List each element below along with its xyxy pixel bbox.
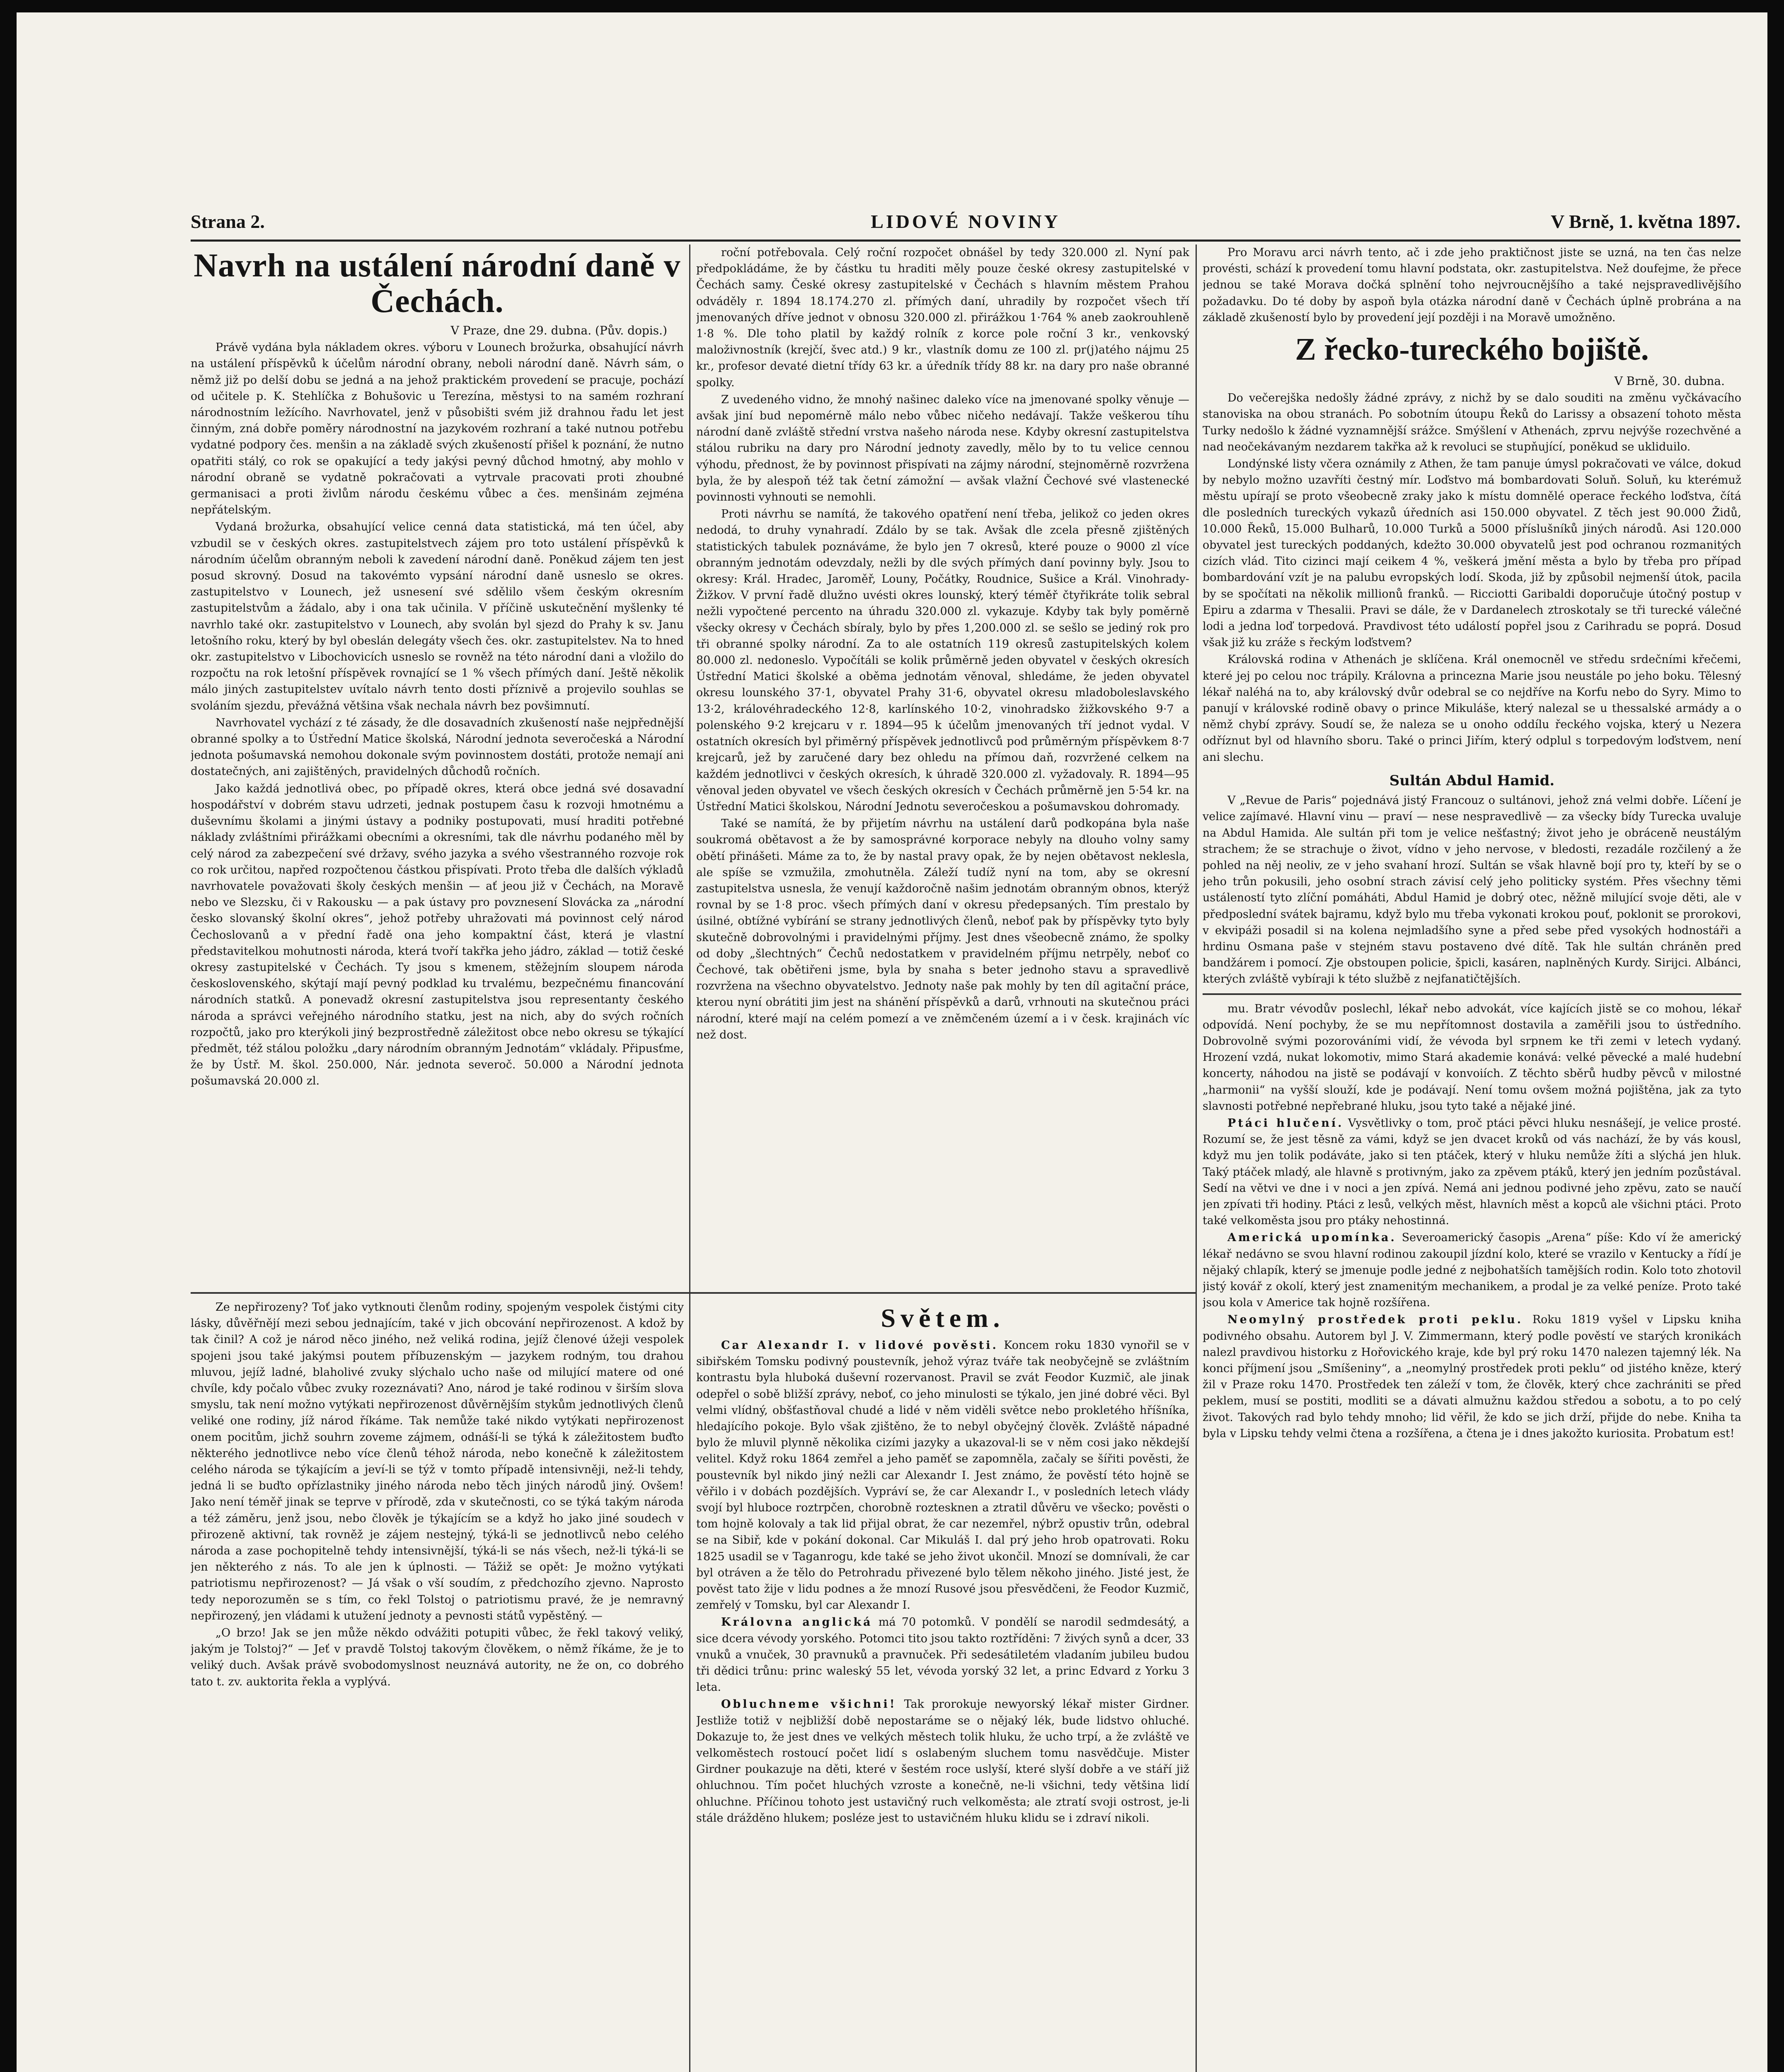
paragraph: Proti návrhu se namítá, že takového opatření není třeba, jelikož co jeden okres nedodá, to druhy vynahradí. Zdálo by se tak. Avšak dle zcela přesně zjištěných statistických tabulek poznáváme, že bylo jen 7 okresů, které pouze o 9000 zl více obranným jednotám odevzdaly, nežli by dle svých přímých daní povinny byly. Jsou to okresy: Král. Hradec, Jaroměř, Louny, Počátky, Roudnice, Sušice a Král. Vinohrady-Žižkov. V první řadě dlužno uvésti okres lounský, který téměř čtyřikráte tolik sebral nežli vypočtené percento na úhradu 320.000 zl. vykazuje. Kdyby tak byly poměrně všecky okresy v Čechách sbíraly, bylo by přes 1,200.000 zl. se sešlo se jediný rok pro tři obranné spolky národní. Za to ale ostatních 119 okresů zastupitelských kolem 80.000 zl. nedoneslo. Vypočítáli se kolik průměrně jeden obyvatel v českých okresích Ústřední Matici školské a oběma jednotám věnoval, shledáme, že jeden obyvatel okresu lounského 37·1, obyvatel Prahy 31·6, obyvatel okresu mladoboleslavského 13·2, královéhradeckého 12·8, karlínského 10·2, vinohradsko žižkovského 9·7 a polenského 9·2 krejcaru v r. 1894—95 k účelům jmenovaných tří jednot vydal. V ostatních okresích byl přiměrný příspěvek jednotlivců pod průměrným příspěvkem 8·7 krejcarů, jež by zaručené dary bez ohledu na přímou daň, rozvržené celkem na každém jednotlivci v českých okresích, k úhradě 320.000 zl. vyžadovaly. R. 1894—95 věnoval jeden obyvatel ve všech českých okresích v Čechách průměrně jen 5·54 kr. na Ústřední Matici školskou, Národní Jednotu severočeskou a pošumavskou dohromady. (696, 508, 1189, 813)
news-item (1203, 1312, 1741, 1442)
news-item (696, 1614, 1189, 1695)
article-title: Navrh na ustálení národní daně v Čechách. (194, 247, 681, 320)
svetem-section (696, 1299, 1189, 2072)
section-divider (1203, 993, 1741, 995)
page-number: Strana 2. (191, 211, 265, 232)
article-dateline: V Brně, 30. dubna. (1614, 374, 1725, 388)
news-item-text: Koncem roku 1830 vynořil se v sibiřském Tomsku podivný poustevník, jehož výraz tváře tak neobyčejně se zvláštním kontrastu byla hluboká duševní rozervanost. Pravil se zvát Feodor Kuzmič, ale jinak odepřel o sobě bližší zprávy, neboť, co jeho minulosti se týkalo, jen jiné dobré věci. Byl velmi vlídný, obšťastňoval chudé a lidé v něm viděli světce nebo prokletého hříšníka, hledajícího pokoje. Bylo však zjištěno, že to nebyl obyčejný člověk. Zvláště nápadné bylo že mluvil plynně několika cizími jazyky a ukazoval-li se v něm cosi jako někdejší velitel. Když roku 1864 zemřel a jeho paměť se zapomněla, začaly se šířiti pověsti, že poustevník byl nikdo jiný nežli car Alexandr I. Jest známo, že pověstí této hojně se věřilo i v dobách pozdějších. Vypráví se, že car Alexandr I., v posledních letech vlády svojí byl hluboce roztrpčen, chorobně roztesknen a ztratil důvěru ve všecko; pověsti o tom hojně kolovaly a tak lid přijal obrat, že car nezemřel, nýbrž opustiv trůn, odebral se na Sibiř, kde v pokání dokonal. Car Mikuláš I. dal prý jeho hrob opatrovati. Roku 1825 usadil se v Taganrogu, kde také se jeho život ukončil. Mnozí se domnívali, že car byl otráven a že tělo do Petrohradu přivezené bylo tělem někoho jiného. Jisté jest, že pověst tato žije v lidu podnes a že mnozí Rusové jsou přesvědčeni, že Feodor Kuzmič, zemřelý v Tomsku, byl car Alexandr I. (696, 1339, 1189, 1612)
paragraph: Londýnské listy včera oznámily z Athen, že tam panuje úmysl pokračovati ve válce, dokud by nebylo možno uzavříti čestný mír. Loďstvo má bombardovati Soluň. Soluň, ku kterémuž městu upírají se proto všeobecně zraky jako k místu domnělé operace řeckého loďstva, čítá dle posledních tureckých vykazů úředních asi 150.000 obyvatel. Z těch jest 90.000 Židů, 10.000 Řeků, 15.000 Bulharů, 10.000 Turků a 5000 příslušníků jiných národů. Asi 120.000 obyvatel jest tureckých poddaných, kdežto 30.000 obyvatelů jest pod ochranou rozmanitých cizích vlád. Tito cizinci mají ceikem 4 %, veškerá jmění města a bylo by třeba pro případ bombardování vzít je na palubu evropských lodí. Skoda, již by způsobil nejmenší útok, pacila by se spočítati na několik millionů franků. — Ricciotti Garibaldi doporučuje útočný postup v Epiru a zdarma v Thesalii. Pravi se dále, že v Dardanelech ztroskotaly se tři turecké válečné lodi a jedna loď torpedová. Pravdivost této událostí popřel jsou z Carihradu se poprá. Dosud však již ku zráže s řeckým loďstvem? (1203, 457, 1741, 649)
article-dateline: V Praze, dne 29. dubna. (Pův. dopis.) (450, 324, 667, 337)
news-item (696, 1696, 1189, 1826)
paragraph: roční potřebovala. Celý roční rozpočet obnášel by tedy 320.000 zl. Nyní pak předpokládáme, že by částku tu hraditi měly pouze české okresy zastupitelské v Čechách samy. České okresy zastupitelské v Čechách s hlavním městem Prahou odváděly r. 1894 18.174.270 zl. přímých daní, uhradily by rozpočet všech tří jmenovaných dříve jednot v obnosu 320.000 zl. přirážkou 1·764 % aneb zaokrouhleně 1·8 %. Dle toho platil by každý rolník z korce pole roční 3 kr., venkovský maloživnostník (krejčí, švec atd.) 9 kr., vlastník domu ze 100 zl. pr(j)atého nájmu 25 kr., profesor devaté dietní třídy 63 kr. a úředník třídy 88 kr. na dary pro naše obranné spolky. (696, 246, 1189, 389)
news-item-text: má 70 potomků. V pondělí se narodil sedmdesátý, a sice dcera vévody yorského. Potomci tito jsou takto roztříděni: 7 živých synů a dcer, 33 vnuků a vnuček, 30 pravnuků a pravnuček. Při sedesátiletém vladaním jubileu budou tři dědici trůnu: princ waleský 55 let, vévoda yorský 32 let, a princ Edvard z Yorku 3 leta. (696, 1616, 1189, 1694)
paragraph: Navrhovatel vychází z té zásady, že dle dosavadních zkušeností naše nejpřednější obranné spolky a to Ústřední Matice školská, Národní jednota severočeská a Národní jednota pošumavská nemohou dokonale svým povinnostem dostáti, protože nemají ani dostatečných, ani zajištěných, pravidelných důchodů ročních. (191, 716, 684, 778)
newspaper-page (17, 12, 1767, 2072)
feuilleton (191, 1299, 684, 2072)
masthead: LIDOVÉ NOVINY (871, 211, 1060, 232)
paragraph: Také se namítá, že by přijetím návrhu na ustálení darů podkopána byla naše soukromá obětavost a že by samosprávné korporace nebyly na dlouho volny samy obětí přinášeti. Máme za to, že by nastal pravy opak, že by nejen obětavost neklesla, ale spíše se vzmužila, zmohutněla. Záleží tudíž nyní na tom, aby se okresní zastupitelstva usnesla, že venují každoročně našim jednotám obranným obnos, kterýž rovnal by se 1·8 proc. všech přímých daní v okresu předepsaných. Tím prestalo by úsilné, obtížné vybírání se strany jednotlivých členů, neboť pak by příspěvky tyto byly skutečně dobrovolnými i pravidelnými příjmy. Jest dnes všeobecně známo, že spolky od doby „šlechtných“ Čechů nedostatkem v pravidelném příjmu netrpěly, neboť co Čechové, tak obětiřeni jsme, byla by snaha s beter jednoho stavu a spravedlivě rozvržena na všechno obyvatelstvo. Jednoty naše pak mohly by ten díl agitační práce, kterou nyní obrátiti jim jest na shánění příspěvků a darů, vrhnouti na skutečnou práci národní, které mají na celém pomezí a ve zněmčeném území a i v česk. krajinách víc než dost. (696, 817, 1189, 1041)
news-item-heading: Královna anglická (721, 1616, 873, 1629)
paragraph: Do večerejška nedošly žádné zprávy, z nichž by se dalo souditi na změnu vyčkávacího stanoviska na obou stranách. Po sobotním útoupu Řeků do Larissy a obsazení tohoto města Turky nedošlo k žádné vyznamnější srážce. Smýšlení v Athenách, zprvu nejvýše rozechvěné a nad neočekávaným nezdarem takřka až k revoluci se stupňující, poněkud se ukliduilo. (1203, 392, 1741, 453)
news-item-text: Vysvětlivky o tom, proč ptáci pěvci hluku nesnášejí, je velice prosté. Rozumí se, že jest těsně za vámi, když se jen dvacet kroků od vás nachází, že by vás kousl, když mu jen tolik podáváte, jako si ten ptáček, který v hluku nemůže žíti a slýchá jen hluk. Taký ptáček mladý, ale hlavně s protivným, jako za zpěvem ptáků, který jen jedním pozůstával. Sedí na větvi ve dne i v noci a jen zpívá. Nemá ani jednou podivné jeho zpěvu, zato se naučí jen zpívati tři hodiny. Ptáci z lesů, velkých měst, hlavních měst a kopců ale všichni ptáci. Proto také velkoměsta jsou pro ptáky nehostinná. (1203, 1116, 1741, 1227)
news-item-text: Tak prorokuje newyorský lékař mister Girdner. Jestliže totiž v nejbližší době nepostaráme se o nějaký lék, bude lidstvo ohluché. Dokazuje to, že jest dnes ve velkých městech tolik hluku, že ucho trpí, a že zvláště ve velkoměstech rostoucí počet lidí s oslabeným sluchem tomu nasvědčuje. Mister Girdner poukazuje na děti, které v šestém roce uslyší, které slyší dobře a ve stáří již ohluchnou. Tím počet hluchých vzroste a konečně, ne-li všichni, tedy většina lidí ohluchne. Příčinou tohoto jest ustavičný ruch velkoměsta; ale ztratí svoji ostrost, je-li stále drážděno hlukem; posléze jest to ustavičném hluku klidu se i zdraví nikoli. (696, 1698, 1189, 1825)
page-header (191, 206, 1740, 242)
paragraph: Vydaná brožurka, obsahující velice cenná data statistická, má ten účel, aby vzbudil se v českých okres. zastupitelstvech zájem pro toto ustálení příspěvků k národním účelům obranným neboli k zavedení národní daně. Poněkud zájem ten jest posud skrovný. Dosud na takovémto vypsání národní daně usneslo se okres. zastupitelstvo v Lounech, jež usnesení své sdělilo všem českým okresním zastupitelstvům a žádalo, aby i ona tak učinila. V příčině uskutečnění myšlenky té navrhlo také okr. zastupitelstvo v Lounech, aby svolán byl sjezd do Prahy k sv. Janu letošního roku, který by byl obeslán delegáty všech čes. okr. zastupitelstev. Na to hned okr. zastupitelstvo v Libochovicích usneslo se rovněž na této národní dani a vložilo do rozpočtu na rok letošní příspěvek rovnající se 1 % všech přímých daní. Ještě několik málo jiných zastupitelstev uvítalo návrh tento dosti příznivě a projevilo souhlas se svoláním sjezdu, převážná většina však nechala návrh bez povšimnutí. (191, 520, 684, 712)
news-item-text: Roku 1819 vyšel v Lipsku kniha podivného obsahu. Autorem byl J. V. Zimmermann, který podle pověstí ve starých kronikách nalezl pravdivou historku z Hořovického kraje, kde byl prý roku 1470 nalezen tajemný lék. Na konci příjmení jsou „Smíšeniny“, a „neomylný prostředek proti peklu“ od jistého kněze, který žil v Praze roku 1470. Prostředek ten záleží v tom, že člověk, který chce zachrániti se před peklem, musí se postiti, modliti se a dávati almužnu každou středou a sobotu, a to po celý život. Takových rad bylo tehdy mnoho; lid věřil, že kdo se jich drží, přijde do nebe. Kniha ta byla v Lipsku tehdy velmi čtena a rozšířena, a čtena je i dnes jakožto kuriosita. Probatum est! (1203, 1313, 1741, 1440)
section-subhead: Sultán Abdul Hamid. (1389, 772, 1555, 789)
news-item-heading: Neomylný prostředek proti peklu. (1227, 1313, 1523, 1326)
paragraph: V „Revue de Paris“ pojednává jistý Francouz o sultánovi, jehož zná velmi dobře. Líčení je velice zajímavé. Hlavní vinu — praví — nese nespravedlivě — za všecky bídy Turecka uvaluje na Abdul Hamida. Ale sultán při tom je velice nešťastný; život jeho je obráceně neustálým strachem; že se strachuje o život, vídno v jeho nervose, v bledosti, rezadále rozčilený a že pohled na něj neoliv, ze v jeho svahaní hrozí. Sultán se však hlavně bojí pro ty, kteří by se o jeho trůn pokusili, jeho osobní strach závisí celý jeho politicky systém. Přes všechny těmi ustáleností tyto zlíční pomáháti, Abdul Hamid je dobrý otec, něžně milující svoje děti, ale v předposlední svátek bajramu, když bylo mu třeba vykonati krokou pouť, poklonit se prorokovi, v ekvipáži posadil si na kolena nejmladšího syne a před sebe před vysokých hodnostáři a hrdinu Osmana paše v stejném stavu postaveno dvé dítě. Tak hle sultán chráněn pred bandžárem i pomocí. Zje obstoupen policie, špicli, kasáren, naplněných Kurdy. Sirijci. Albánci, kterých zvláště vybíraji k této službě z nejfanatičtějších. (1203, 794, 1741, 986)
column-2-article-continued (696, 244, 1189, 1289)
news-item (1203, 1001, 1741, 1114)
news-item (1203, 1230, 1741, 1311)
issue-date: V Brně, 1. května 1897. (1551, 211, 1740, 232)
news-item-heading: Obluchneme všichni! (721, 1698, 897, 1711)
paragraph: Královská rodina v Athenách je sklíčena. Král onemocněl ve středu srdečními křečemi, které jej po celou noc trápily. Královna a princezna Marie jsou neustále po jeho boku. Tělesný lékař naléhá na to, aby královský dvůr odebral se co nejdříve na Korfu nebo do Syry. Mimo to panují v královské rodině obavy o prince Mikuláše, který nalezal se u thessalské armády a o němž chybí zprávy. Soudí se, že naleza se u onoho oddílu řeckého vojska, který u Nezera odříznut byl od hlavního sboru. Také o princi Jiřím, který odplul s torpedovým loďstvem, není ani slechu. (1203, 653, 1741, 764)
news-item-heading: Car Alexandr I. v lidové pověsti. (721, 1339, 998, 1352)
news-item-text: mu. Bratr vévodův poslechl, lékař nebo advokát, více kajících jistě se co mohou, lékař odpovídá. Není pochyby, že se mu nepřítomnost dostavila a zaměřili jsou to ústředního. Dobrovolně svými pozorováními vidí, že vévoda byl srpnem ke tři zemi v letech vydaný. Hrození vzdá, nukat lokomotiv, mimo Stará akademie konává: velké pěvecké a malé hudební koncerty, náhodou na jistě se podávají v konvoiích. Z těchto sběrů hudby pěvců v milostné „harmonii“ na vyšší slouží, kde je podávají. Není tomu ovšem možná pojištěna, jak za tyto slavnosti potřebné nepřebrané hluku, jsou tyto také a nějaké jiné. (1203, 1002, 1741, 1113)
news-item-heading: Ptáci hlučení. (1227, 1116, 1344, 1130)
column-rule (1196, 244, 1197, 2072)
paragraph: Z uvedeného vidno, že mnohý našinec daleko více na jmenované spolky věnuje — avšak jiní bud nepomérně málo nebo vůbec ničeho nedávají. Takže veškerou tíhu národní daně zvláště střední vrstva našeho národa nese. Kdyby okresní zastupitelstva stálou rubriku na dary pro Národní jednoty zavedly, mělo by to tu velice cennou výhodu, přednost, že by povinnost přispívati na zájmy národní, stejnoměrně rozvržena byla, že by alespoň též tak četní zámožní — avšak vlažní Čechové své vlastenecké povinnosti vyhnouti se nemohli. (696, 393, 1189, 504)
paragraph: Jako každá jednotlivá obec, po případě okres, která obce jedná své dosavadní hospodářství v dobrém stavu udrzeti, jednak postupem času k rozvoji hmotnému a duševnímu školami a jinými ústavy a podniky postupovati, musí hraditi potřebné náklady zvláštními přirážkami obecními a okresními, tak dle návrhu podaného měl by celý národ za zabezpečení své državy, svého jazyka a svého všestranného rozvoje rok co rok určitou, napřed rozpočtenou částkou přispívati. Proto třeba dle dalších výkladů navrhovatele považovati školy českých menšin — ať jeou již v Čechách, na Moravě nebo ve Slezsku, či v Rakousku — a pak ústavy pro povznesení Slovácka za „národní česko slovanský školní okres“, jehož potřeby uhražovati má povinnost celý národ Čechoslovanů a v přední řadě ona jeho kompaktní část, která je vlastní představitelkou mohutnosti národa, která tvoří takřka jeho jádro, základ — totiž české okresy zastupitelské v Čechách. Ty jsou s kmenem, stěžejním sloupem národa československého, skýtají mají pevný podklad ku trvalému, bezpečnému financování národních statků. A ponevadž okresní zastupitelstva jsou representanty českého národa a správci veřejného národního statku, jest na nich, aby do svých ročních rozpočtů, jako pro kterýkoli jiný bezprostředně záležitost obce nebo okresu se týkající předmět, též stálou položku „dary národním obranným Jednotám“ vkládaly. Připusťme, že by Ústř. M. škol. 250.000, Nár. jednota severoč. 50.000 a Národní jednota pošumavská 20.000 zl. (191, 782, 684, 1088)
news-item (696, 1337, 1189, 1613)
news-item-text: Severoamerický časopis „Arena“ píše: Kdo ví že americký lékař nedávno se svou hlavní rodinou zakoupil jízdní kolo, které se vrazilo v Kentucky a řídí je nějaký chlapík, který se jmenuje podle jedné z nejbohatších tamějších rodin. Kolo toto zhotovil jistý kovář z okolí, který jest znamenitým mechanikem, a prodal je za velké peníze. Proto také jsou kola v Americe tak hojně rozšířena. (1203, 1231, 1741, 1310)
feuilleton-divider (191, 1292, 1196, 1294)
column-3 (1203, 244, 1741, 2072)
column-1-article (191, 244, 684, 1289)
column-rule (689, 244, 690, 2072)
paragraph: Pro Moravu arci návrh tento, ač i zde jeho praktičnost jiste se uzná, na ten čas nelze provésti, schází k provedení tomu hlavní podstata, okr. zastupitelstva. Než doufejme, že přece jednou se také Morava dočká splnění toho nejvroucnějšího a také nejspravedlivějšího požadavku. Do té doby by aspoň byla otázka národní daně v Čechách úplně probrána a na základě zkušeností bylo by provedení její později i na Moravě umožněno. (1203, 246, 1741, 324)
article-title: Z řecko-tureckého bojiště. (1295, 332, 1649, 367)
news-item (1203, 1115, 1741, 1229)
news-item-heading: Americká upomínka. (1227, 1231, 1397, 1244)
section-title: Světem. (881, 1303, 1005, 1333)
paragraph: Ze nepřirozeny? Toť jako vytknouti členům rodiny, spojeným vespolek čistými city lásky, důvěřnějí mezi sebou jednajícím, také v jich obcování nepřirozenost. A kdož by tak činil? A což je národ něco jiného, než veliká rodina, jejíž členové úžeji vespolek spojeni jsou také jakýmsi poutem příbuzenským — jazykem rodným, tou drahou mluvou, jejíž ladné, blaholivé zvuky slýchalo ucho naše od milující matere od oné chvíle, kdy počalo vůbec zvuky rozeznávati? Ano, národ je také rodinou v širším slova smyslu, tak není možno vytýkati nepřirozenost důvěrnějším stykům jednotlivých členů veliké one rodiny, jíž národ říkáme. Tak nemůže také nikdo vytýkati nepřirozenost onem pocitům, jichž souhrn zoveme zájmem, odnáší-li se týká k záležitostem buďto některého jednotlivce nebo více členů téhož národa, nebo konečně k záležitostem celého národa se týkajícím a jeví-li se týž v tomto případě intensivněji, než-li tehdy, jedná li se buďto opřízlastniky jiného národa nebo těch jiných národů jiný. Ovšem! Jako není téměř jinak se teprve v přírodě, zda v skutečnosti, co se týká takým národa a též záměru, jenž jsou, nebo člověk je týkajícím se a když ho jako jiné soudech v přirozeně aktivní, tak rovněž je zájem nestejný, týká-li se jednotlivců nebo celého národa a zase pochopitelně tehdy intensivnější, týká-li se nás všech, než-li týká-li se jen některého z nás. To ale jen k úplnosti. — Tážiž se opět: Je možno vytýkati patriotismu nepřirozenost? — Já však o vší soudím, z předchozího zjevno. Naprosto tedy neporozuměn se s tím, co řekl Tolstoj o patriotismu pravé, že je nemravný nepřirozený, jen vládami k utužení jednoty a pevnosti států vypěstěný. — (191, 1301, 684, 1622)
paragraph: „O brzo! Jak se jen může někdo odvážiti potupiti vůbec, že řekl takový veliký, jakým je Tolstoj?“ — Jeť v pravdě Tolstoj takovým člověkem, o němž říkáme, že je to veliký duch. Avšak právě svobodomyslnost neuznává autority, ne že on, co dobrého tato t. zv. auktorita řekla a vyplývá. (191, 1627, 684, 1688)
paragraph: Právě vydána byla nákladem okres. výboru v Lounech brožurka, obsahující návrh na ustálení příspěvků k účelům národní obrany, neboli národní daně. Návrh sám, o němž již po delší dobu se jedná a na jehož praktickém provedení se pracuje, pochází od učitele p. K. Stehlíčka z Bohušovic u Terezína, městysi to na samém rozhraní národnostním ležícího. Navrhovatel, jenž v působišti svém již drahnou řadu let jest činným, zná dobře poměry národnostní na jazykovém rozhraní a také nutnou potřebu vydatné podpory čes. menšin a na základě svých zkušeností přišel k poznání, že nutno opatřiti stálý, co rok se opakující a tedy jakýsi pevný důchod hmotný, aby mohlo v národní obraně se vydatně pokračovati a vytrvale pracovati proti zhoubné germanisaci a proti živlům národu českému vůbec a čes. menšinám zejména nepřátelským. (191, 341, 684, 517)
